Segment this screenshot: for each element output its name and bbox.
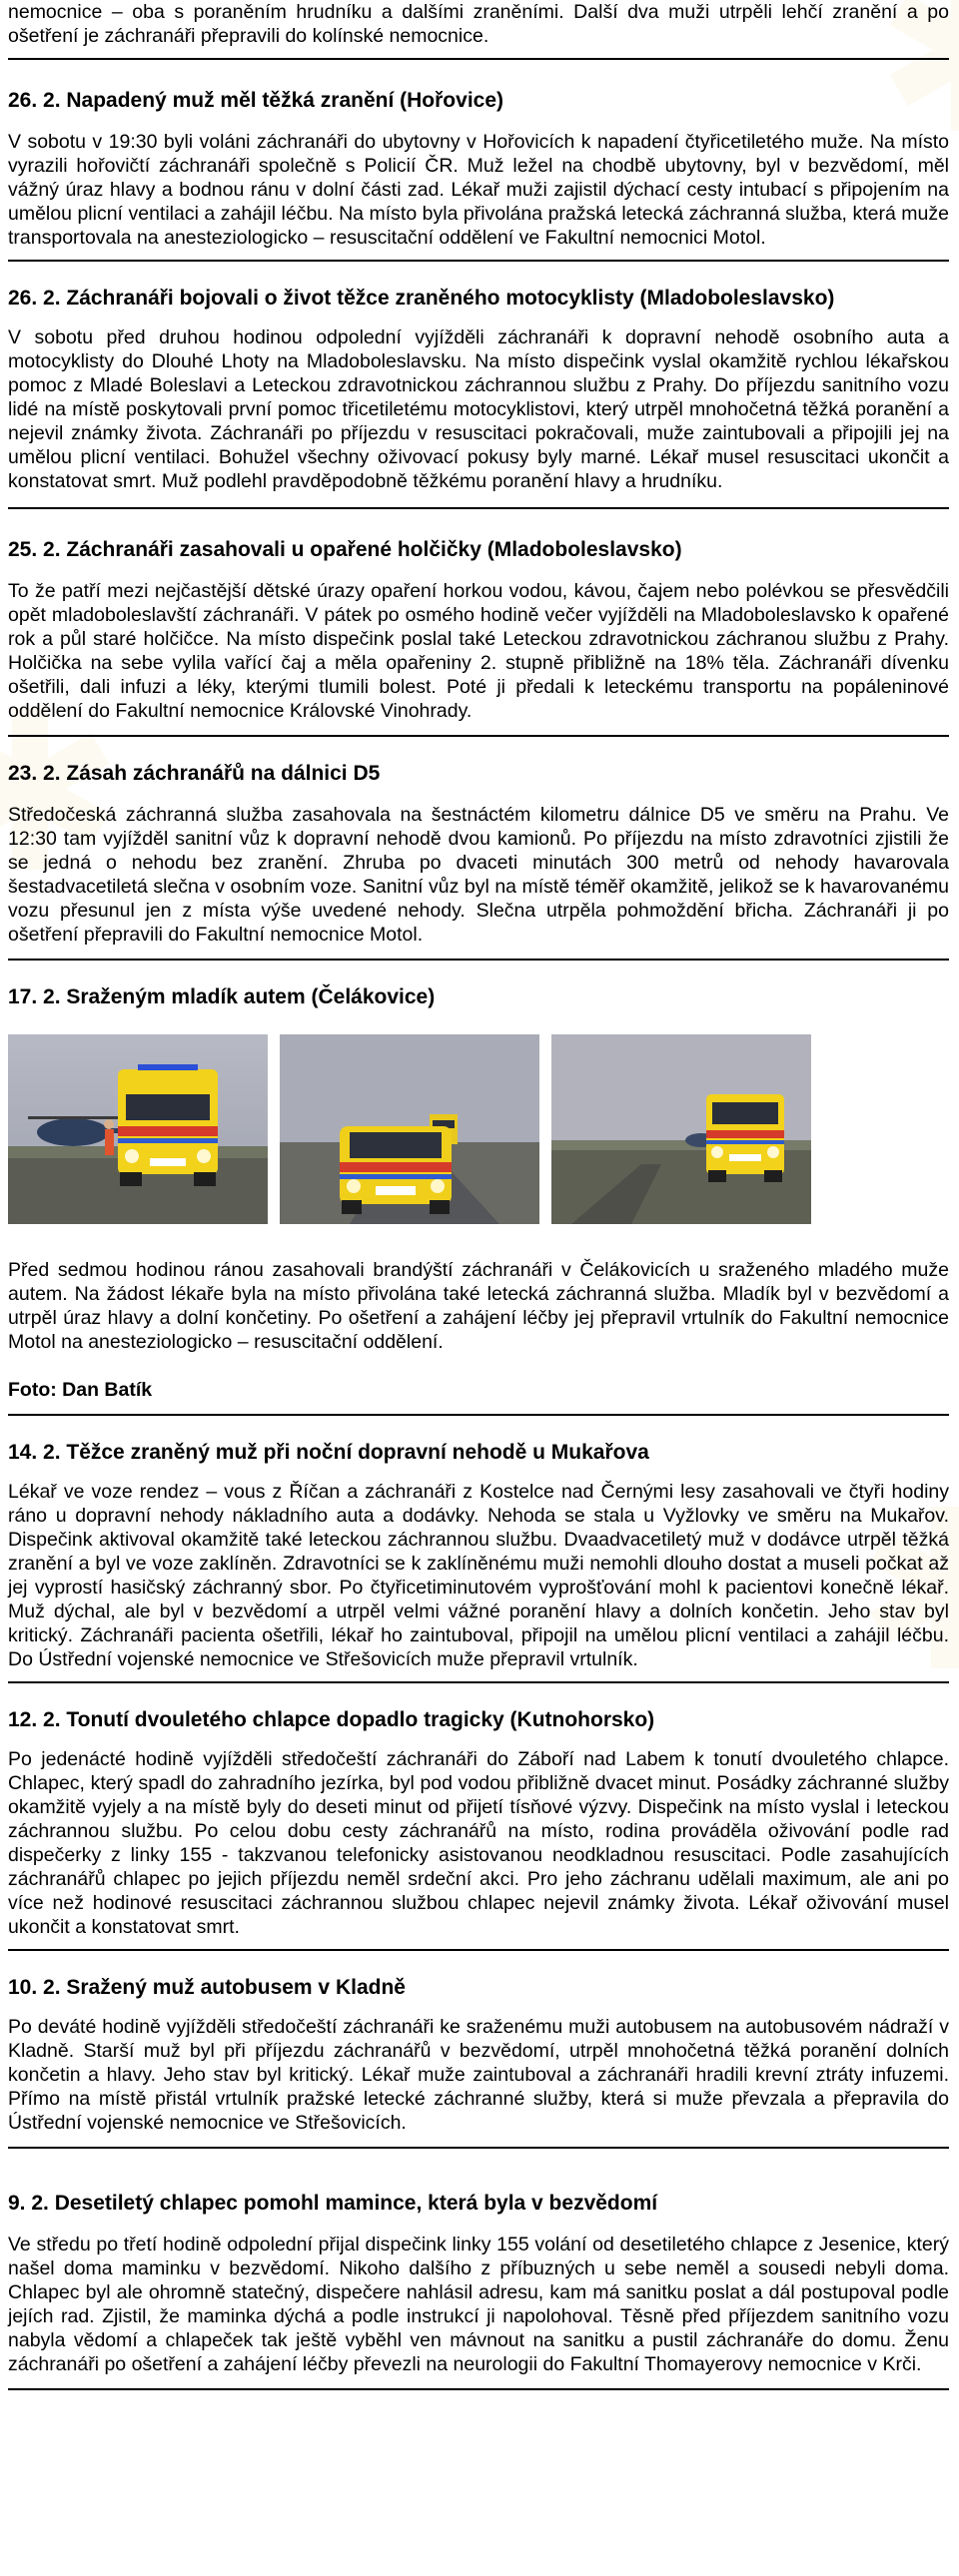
ambulance-front-road-photo: [280, 1034, 539, 1224]
article-body: V sobotu před druhou hodinou odpolední vyjížděli záchranáři k dopravní nehodě osobního auta a motocyklisty do Dlouhé Lhoty na Mladoboleslavsku. Na místo dispečink vyslal okamžitě rychlou lékařskou pomoc z Mladé Boleslavi a Leteckou zdravotnickou záchrannou službu z Prahy. Do příjezdu sanitního vozu lidé na místě poskytovali první pomoc třicetiletému motocyklistovi, který utrpěl mnohočetná těžká poranění a nejevil známky života. Záchranáři po příjezdu v resuscitaci pokračovali, muže zaintubovali a připojili jej na umělou plicní ventilaci. Bohužel všechny oživovací pokusy byly marné. Lékař musel resuscitaci ukončit a konstatovat smrt. Muž podlehl pravděpodobně těžkému poranění hlavy a hrudníku.: [8, 326, 949, 492]
divider: [8, 2388, 949, 2390]
ambulance-with-helicopter-photo: [8, 1034, 268, 1224]
article-horovice: [8, 60, 949, 250]
article-body: To že patří mezi nejčastější dětské úrazy opaření horkou vodou, kávou, čajem nebo polévkou se přesvědčili opět mladoboleslavští záchranáři. V pátek po osmého hodině večer vyjížděli na Mladoboleslavsko k opařené rok a půl staré holčičce. Na místo dispečink poslal také Leteckou zdravotnickou záchranou službu z Prahy. Holčička na sebe vylila vařící čaj a měla opařeniny 2. stupně přibližně na 18% těla. Záchranáři dívenku ošetřili, dali infuzi a léky, kterými tlumili bolest. Poté ji předali k leteckému transportu na popáleninové oddělení do Fakultní nemocnice Královské Vinohrady.: [8, 580, 949, 722]
article-heading: 14. 2. Těžce zraněný muž při noční dopravní nehodě u Mukařova: [8, 1441, 649, 1464]
article-heading: 9. 2. Desetiletý chlapec pomohl mamince, která byla v bezvědomí: [8, 2192, 658, 2215]
article-holcicka: [8, 509, 949, 723]
article-body: Ve středu po třetí hodině odpolední přijal dispečink linky 155 volání od desetiletého chlapce z Jesenice, který našel doma maminku v bezvědomí. Nikoho dalšího z příbuzných u sebe neměl a sousedi nebyli doma. Chlapec byl ale ohromně statečný, dispečere nahlásil adresu, kam má sanitku poslat a dál postupoval podle jejích rad. Zjistil, že maminka dýchá a podle instrukcí ji napolohoval. Těsně před příjezdem sanitního vozu nabyla vědomí a chlapeček tak ještě vyběhl ven mávnout na sanitku a pustil záchranáře do domu. Ženu záchranáři po ošetření a zahájení léčby převezli na neurologii do Fakultní Thomayerovy nemocnice v Krči.: [8, 2234, 949, 2375]
article-body: Lékař ve voze rendez – vous z Říčan a záchranáři z Kostelce nad Černými lesy zasahovali ve čtyři hodiny ráno u dopravní nehody nákladního auta a dodávky. Nehoda se stala u Vyžlovky ve směru na Mukařov. Dispečink aktivoval okamžitě také leteckou záchrannou službu. Dvaadvacetiletý muž v dodávce utrpěl těžká zranění a byl ve voze zaklíněn. Zdravotníci se k zaklíněnému muži nemohli dlouho dostat a museli počkat až jej vyprostí hasičský záchranný sbor. Po čtyřicetiminutovém vyprošťování mohl k pacientovi konečně lékař. Muž dýchal, ale byl v bezvědomí a utrpěl velmi vážné poranění hlavy a dolních končetin. Jeho stav byl kritický. Záchranáři pacienta ošetřili, lékař ho zaintuboval, připojil na umělou plicní ventilaci a zahájil léčbu. Do Ústřední vojenské nemocnice ve Střešovicích muže přepravil vrtulník.: [8, 1481, 949, 1670]
ambulance-field-photo: [551, 1034, 811, 1224]
article-kutnohorsko: [8, 1683, 949, 1939]
article-body: V sobotu v 19:30 byli voláni záchranáři do ubytovny v Hořovicích k napadení čtyřicetiletého muže. Na místo vyrazili hořovičtí záchranáři společně s Policií ČR. Muž ležel na chodbě ubytovny, byl v bezvědomí, měl vážný úraz hlavy a bodnou ránu v dolní části zad. Lékař muži zajistil dýchací cesty intubací s připojením na umělou plicní ventilaci a zahájil léčbu. Na místo byla přivolána pražská letecká záchranná služba, která muže transportovala na anesteziologicko – resuscitační oddělení ve Fakultní nemocnici Motol.: [8, 131, 949, 249]
article-heading: 10. 2. Sražený muž autobusem v Kladně: [8, 1976, 406, 1999]
article-body: Po jedenácté hodině vyjížděli středočeští záchranáři do Záboří nad Labem k tonutí dvouletého chlapce. Chlapec, který spadl do zahradního jezírka, byl pod vodou přibližně dvacet minut. Posádky záchranné služby okamžitě vyjely a na místě byly do deseti minut od přijetí tísňové výzvy. Dispečink na místo vyslal i leteckou záchrannou službu. Po celou dobu cesty záchranářů na místo, rodina prováděla oživování podle rad dispečerky z linky 155 - takzvanou telefonicky asistovanou neodkladnou resuscitaci. Podle zasahujících záchranářů chlapec po jejich příjezdu neměl srdeční akci. Pro jeho záchranu udělali maximum, ale ani po více než hodinové resuscitaci záchrannou službou chlapec nejevil známky života. Lékař oživování musel ukončit a konstatovat smrt.: [8, 1748, 949, 1938]
article-heading: 26. 2. Záchranáři bojovali o život těžce zraněného motocyklisty (Mladoboleslavsko): [8, 287, 835, 310]
article-jesenice: [8, 2149, 949, 2376]
article-list: [8, 0, 949, 2390]
article-heading: 17. 2. Sraženým mladík autem (Čelákovice): [8, 985, 436, 1008]
article-d5: [8, 737, 949, 947]
article-heading: 12. 2. Tonutí dvouletého chlapce dopadlo tragicky (Kutnohorsko): [8, 1708, 655, 1731]
article-body: Po deváté hodině vyjížděli středočeští záchranáři ke sraženému muži autobusem na autobusovém nádraží v Kladně. Starší muž byl při příjezdu záchranářů v bezvědomí, utrpěl mnohočetná těžká poranění dolních končetin a hlavy. Jeho stav byl kritický. Lékař muže zaintuboval a záchranáři hradili krevní ztráty infuzemi. Přímo na místě přistál vrtulník pražské letecké záchranné služby, která si muže převzala a přepravila do Ústřední vojenské nemocnice ve Střešovicích.: [8, 2016, 949, 2134]
article-celakovice: [8, 961, 949, 1402]
article-kladno: [8, 1951, 949, 2135]
article-heading: 23. 2. Zásah záchranářů na dálnici D5: [8, 762, 381, 785]
article-body: Středočeská záchranná služba zasahovala na šestnáctém kilometru dálnice D5 ve směru na Prahu. Ve 12:30 tam vyjížděl sanitní vůz k dopravní nehodě dvou kamionů. Po příjezdu na místo zdravotníci zjistili že se jedná o nehodu bez zranění. Zhruba po dvaceti minutách 300 metrů od nehody havarovala šestadvacetiletá slečna v osobním voze. Sanitní vůz byl na místě téměř okamžitě, jelikož se k havarovanému vozu přesunul jen z místa výše uvedené nehody. Slečna utrpěla pohmoždění břicha. Záchranáři ji po ošetření přepravili do Fakultní nemocnice Motol.: [8, 804, 949, 946]
photo-credit: Foto: Dan Batík: [8, 1379, 153, 1401]
article-mukarov: [8, 1416, 949, 1671]
photo-strip: [8, 1034, 949, 1224]
article-body: Před sedmou hodinou ránou zasahovali brandýští záchranáři v Čelákovicích u sraženého mladého muže autem. Na žádost lékaře byla na místo přivolána také letecká záchranná služba. Mladík byl v bezvědomí a utrpěl úraz hlavy a dolní končetiny. Po ošetření a zahájení léčby jej přepravil vrtulník do Fakultní nemocnice Motol na anesteziologicko – resuscitační oddělení.: [8, 1259, 949, 1353]
intro-paragraph: nemocnice – oba s poraněním hrudníku a dalšími zraněními. Další dva muži utrpěli lehčí zranění a po ošetření je záchranáři přepravili do kolínské nemocnice.: [8, 1, 949, 47]
article-heading: 26. 2. Napadený muž měl těžká zranění (Hořovice): [8, 89, 504, 112]
article-heading: 25. 2. Záchranáři zasahovali u opařené holčičky (Mladoboleslavsko): [8, 538, 682, 561]
article-motocyklista: [8, 262, 949, 493]
